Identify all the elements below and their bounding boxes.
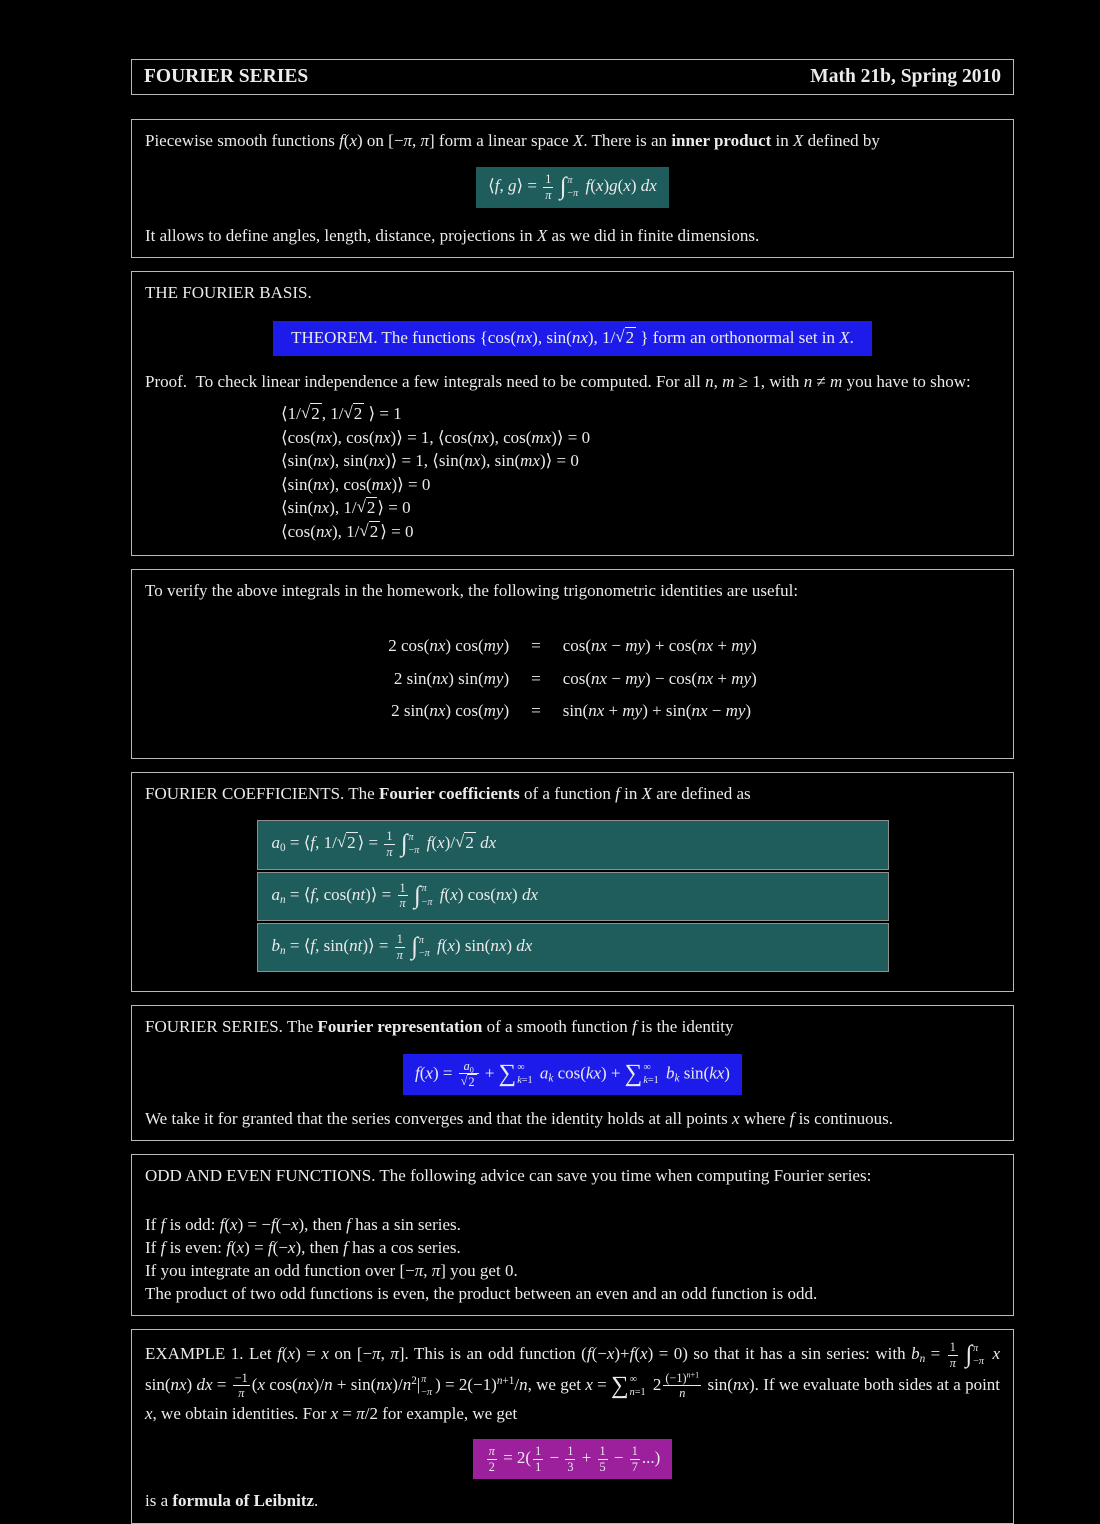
leibnitz-formula-line (145, 1439, 1000, 1479)
trig-lhs: 2 sin(nx) cos(my) (391, 701, 510, 721)
trig-rhs: cos(nx − my) − cos(nx + my) (562, 668, 757, 688)
odd-even-title: ODD AND EVEN FUNCTIONS. The following advice can save you time when computing Fourier series: (145, 1166, 872, 1186)
doc-title: FOURIER SERIES (144, 66, 309, 87)
theorem-statement: THEOREM. The functions {cos(nx), sin(nx), 1/√2 } form an orthonormal set in X. (273, 321, 872, 355)
proof-identity: ⟨1/√2 , 1/√2 ⟩ = 1 (281, 403, 402, 424)
odd-even-advice-list (145, 1213, 1000, 1305)
proof-identity-list (281, 402, 1000, 543)
fourier-series-formula-line (145, 1054, 1000, 1095)
fourier-series-note: We take it for granted that the series converges and that the identity holds at all points x where f is continuous. (145, 1108, 894, 1128)
trig-identities-table (388, 630, 756, 727)
inner-product-formula: ⟨f, g⟩ = $\frac{1}{\pi}$ ∫ π −π f(x)g(x) dx (476, 167, 669, 207)
odd-even-box (131, 1154, 1014, 1316)
inner-product-box (131, 119, 1014, 258)
theorem-line (145, 321, 1000, 355)
proof-identity: ⟨sin(nx), 1/√2 ⟩ = 0 (281, 497, 411, 518)
inner-product-note: It allows to define angles, length, distance, projections in X as we did in finite dimensions. (145, 225, 760, 245)
fourier-series-title: FOURIER SERIES. The Fourier representation of a smooth function f is the identity (145, 1017, 734, 1037)
inner-product-intro: Piecewise smooth functions f(x) on [−π, π] form a linear space X. There is an inner product in X defined by (145, 130, 880, 150)
trig-lhs: 2 sin(nx) sin(my) (393, 668, 510, 688)
course-info: Math 21b, Spring 2010 (810, 66, 1001, 87)
proof-identity: ⟨cos(nx), cos(nx)⟩ = 1, ⟨cos(nx), cos(mx)⟩ = 0 (281, 427, 591, 447)
leibnitz-formula: $\frac{\pi}{2}$ = 2( $\frac{1}{1}$ − $\frac{1}{3}$ + $\frac{1}{5}$ − $\frac{1}{7}$ ...) (473, 1439, 673, 1479)
proof-identity: ⟨sin(nx), cos(mx)⟩ = 0 (281, 474, 431, 494)
advice-line: If you integrate an odd function over [−π, π] you get 0. (145, 1261, 518, 1281)
trig-identity-row (388, 663, 756, 695)
coefficient-formula-bn: $b_n$ = ⟨f, sin(nt)⟩ = $\frac{1}{\pi}$ ∫ π −π f(x) sin(nx) dx (257, 923, 889, 972)
advice-line: If f is odd: f(x) = −f(−x), then f has a sin series. (145, 1214, 461, 1234)
fourier-series-formula: f(x) = $\frac{a_0}{√2}$ + ∑ ∞ k=1 $a_k$ cos(kx) + ∑ ∞ k=1 $b_k$ sin(kx) (403, 1054, 742, 1095)
trig-lhs: 2 cos(nx) cos(my) (388, 636, 510, 656)
coefficient-formula-an: $a_n$ = ⟨f, cos(nt)⟩ = $\frac{1}{\pi}$ ∫ π −π f(x) cos(nx) dx (257, 872, 889, 921)
trig-intro: To verify the above integrals in the homework, the following trigonometric identities are useful: (145, 580, 799, 600)
header-bar (131, 59, 1014, 95)
coefficient-formula-block (257, 820, 889, 972)
example-box (131, 1329, 1014, 1524)
example-closing: is a formula of Leibnitz. (145, 1491, 319, 1511)
trig-rhs: cos(nx − my) + cos(nx + my) (562, 636, 757, 656)
equals-sign: = (531, 668, 541, 688)
equals-sign: = (531, 636, 541, 656)
trig-identity-row (388, 630, 756, 662)
equals-sign: = (531, 701, 541, 721)
example-paragraph: EXAMPLE 1. Let f(x) = x on [−π, π]. This is an odd function (f(−x)+f(x) = 0) so that it has a sin series: with $b_n$ = $\frac{1}{\pi}$ ∫ π −π x sin(nx) dx = $\frac{-1}{\pi}$ (x $\cos(nx)/n + \sin(nx)/n^2|$ π −π ) = $2(-1)^{n+1}/n$, we get x = ∑ ∞ n=1 2 $\frac{(-1)^{n+1}}{n}$ sin(nx). If we evaluate both sides at a point x, we obtain identities. For x = π/2 for example, we get (145, 1340, 1001, 1423)
fourier-basis-title: THE FOURIER BASIS. (145, 282, 312, 302)
document-page (131, 0, 1014, 1524)
proof-identity: ⟨sin(nx), sin(nx)⟩ = 1, ⟨sin(nx), sin(mx)⟩ = 0 (281, 451, 579, 471)
fourier-coefficients-title: FOURIER COEFFICIENTS. The Fourier coefficients of a function f in X are defined as (145, 783, 751, 803)
advice-line: The product of two odd functions is even, the product between an even and an odd function is odd. (145, 1284, 818, 1304)
proof-intro: Proof. To check linear independence a few integrals need to be computed. For all n, m ≥ 1, with n ≠ m you have to show: (145, 371, 971, 391)
inner-product-formula-line (145, 167, 1000, 207)
fourier-coefficients-box (131, 772, 1014, 992)
fourier-basis-box (131, 271, 1014, 556)
fourier-series-box (131, 1005, 1014, 1141)
trig-identity-row (388, 695, 756, 727)
coefficient-formula-a0: $a_0$ = ⟨f, 1/√2 ⟩ = $\frac{1}{\pi}$ ∫ π −π f(x)/√2 dx (257, 820, 889, 869)
advice-line: If f is even: f(x) = f(−x), then f has a cos series. (145, 1237, 461, 1257)
trig-identities-box (131, 569, 1014, 759)
trig-rhs: sin(nx + my) + sin(nx − my) (562, 701, 752, 721)
proof-identity: ⟨cos(nx), 1/√2 ⟩ = 0 (281, 520, 414, 541)
